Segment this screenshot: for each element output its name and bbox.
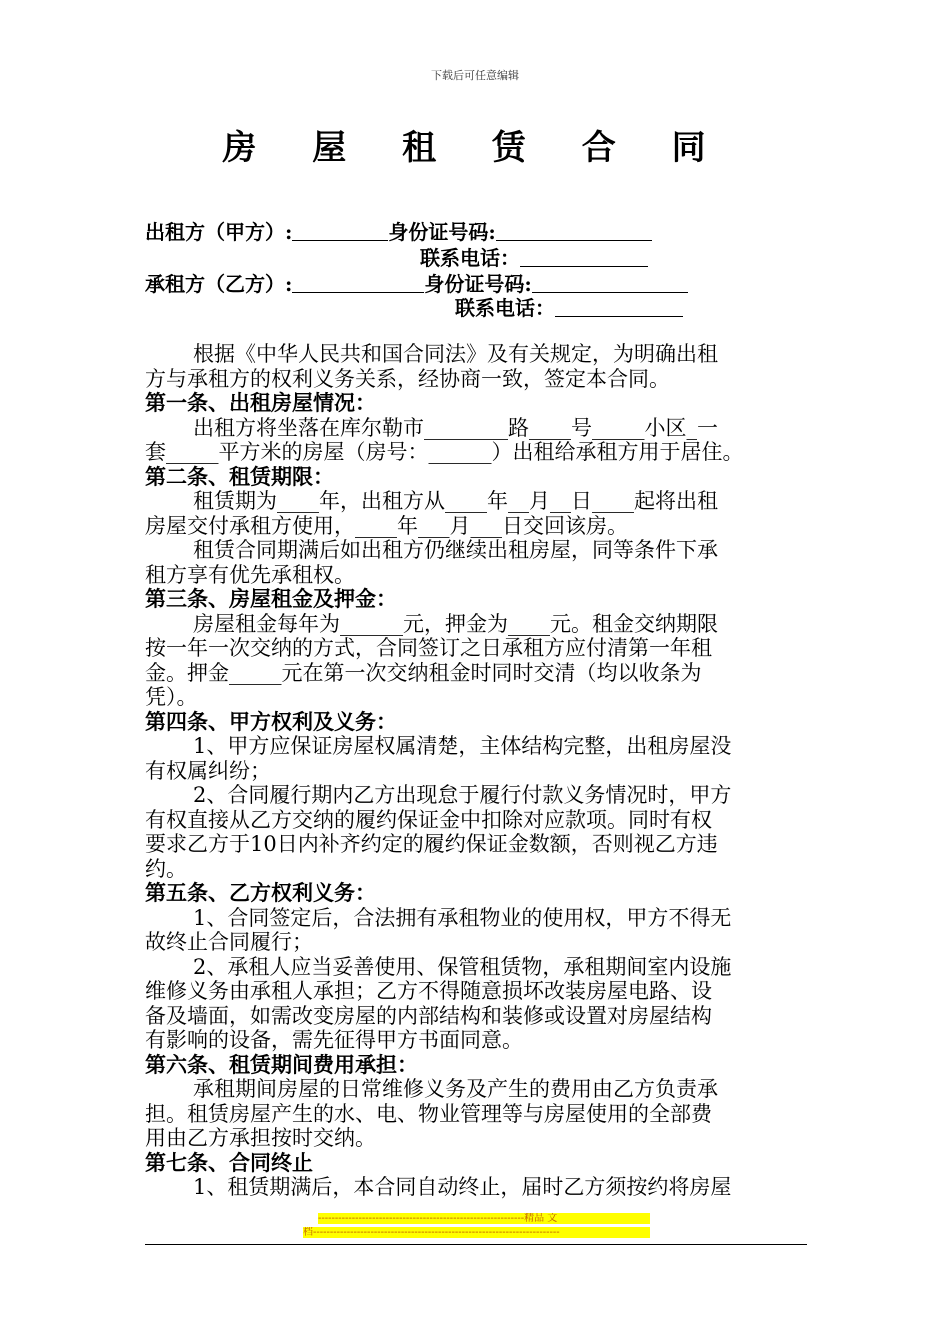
party-a-phone-label: 联系电话： — [420, 246, 520, 270]
body-line: 备及墙面，如需改变房屋的内部结构和装修或设置对房屋结构 — [145, 1003, 712, 1028]
section-heading: 第六条、租赁期间费用承担： — [145, 1051, 418, 1077]
body-line: 担。租赁房屋产生的水、电、物业管理等与房屋使用的全部费 — [145, 1101, 712, 1126]
body-line: 1、甲方应保证房屋权属清楚，主体结构完整，出租房屋没 — [193, 734, 732, 758]
party-b-label: 承租方（乙方）: — [145, 272, 293, 296]
body-line: 1、合同签定后，合法拥有承租物业的使用权，甲方不得无 — [193, 905, 732, 930]
body-line: 出租方将坐落在库尔勒市________路____号_____小区_一 — [193, 415, 718, 440]
footer-highlight-2: 档------------------------------------------------------------------------- — [303, 1227, 650, 1238]
body-line: 2、合同履行期内乙方出现怠于履行付款义务情况时，甲方 — [193, 783, 732, 807]
body-line: 方与承租方的权利义务关系，经协商一致，签定本合同。 — [145, 366, 670, 391]
body-line: 房屋租金每年为______元，押金为____元。租金交纳期限 — [193, 611, 718, 636]
party-b-id-blank — [532, 272, 688, 293]
footer-highlight-1: -------------------------------------------------------------精品 文 — [318, 1213, 650, 1224]
party-b-phone-label: 联系电话： — [455, 296, 555, 320]
body-line: 2、承租人应当妥善使用、保管租赁物，承租期间室内设施 — [193, 954, 732, 979]
party-b-name-blank — [292, 272, 424, 293]
section-heading: 第五条、乙方权利义务： — [145, 880, 376, 905]
body-line: 有权直接从乙方交纳的履约保证金中扣除对应款项。同时有权 — [145, 807, 712, 832]
party-a-id-blank — [496, 220, 652, 241]
body-line: 要求乙方于10日内补齐约定的履约保证金数额，否则视乙方违 — [145, 832, 718, 856]
body-line: 有影响的设备，需先征得甲方书面同意。 — [145, 1028, 523, 1052]
party-a-phone-row — [420, 242, 648, 271]
body-line: 故终止合同履行； — [145, 930, 313, 954]
body-line: 租方享有优先承租权。 — [145, 562, 355, 587]
section-heading: 第二条、租赁期限： — [145, 463, 334, 489]
section-heading: 第七条、合同终止 — [145, 1149, 313, 1175]
footer-rule — [145, 1244, 807, 1245]
body-line: 1、租赁期满后，本合同自动终止，届时乙方须按约将房屋 — [193, 1175, 732, 1199]
body-line: 维修义务由承租人承担；乙方不得随意损坏改装房屋电路、设 — [145, 979, 712, 1003]
contract-body — [145, 342, 807, 1200]
party-b-id-label: 身份证号码: — [424, 272, 532, 296]
body-line: 凭）。 — [145, 685, 198, 709]
body-line: 金。押金_____元在第一次交纳租金时同时交清（均以收条为 — [145, 660, 702, 685]
party-a-phone-blank — [520, 246, 648, 267]
party-a-name-blank — [292, 220, 388, 241]
section-heading: 第三条、房屋租金及押金： — [145, 586, 397, 611]
document-title: 房 屋 租 赁 合 同 — [222, 128, 728, 168]
body-line: 租赁期为____年，出租方从____年__月__日____起将出租 — [193, 489, 718, 513]
section-heading: 第四条、甲方权利及义务： — [145, 708, 397, 734]
party-a-id-label: 身份证号码: — [388, 220, 496, 244]
body-line: 租赁合同期满后如出租方仍继续出租房屋，同等条件下承 — [193, 538, 718, 562]
party-a-row — [145, 216, 652, 245]
header-note: 下载后可任意编辑 — [431, 69, 519, 82]
body-line: 承租期间房屋的日常维修义务及产生的费用由乙方负责承 — [193, 1077, 718, 1101]
party-b-phone-row — [455, 292, 683, 321]
body-line: 套_____平方米的房屋（房号：______）出租给承租方用于居住。 — [145, 440, 744, 464]
body-line: 按一年一次交纳的方式，合同签订之日承租方应付清第一年租 — [145, 636, 712, 660]
body-line: 约。 — [145, 856, 187, 881]
body-line: 用由乙方承担按时交纳。 — [145, 1126, 376, 1150]
section-heading: 第一条、出租房屋情况： — [145, 390, 376, 415]
body-line: 根据《中华人民共和国合同法》及有关规定，为明确出租 — [193, 342, 718, 366]
body-line: 有权属纠纷； — [145, 758, 271, 783]
body-line: 房屋交付承租方使用，____年___月___日交回该房。 — [145, 513, 628, 538]
party-a-label: 出租方（甲方）: — [145, 220, 293, 244]
party-b-phone-blank — [555, 296, 683, 317]
